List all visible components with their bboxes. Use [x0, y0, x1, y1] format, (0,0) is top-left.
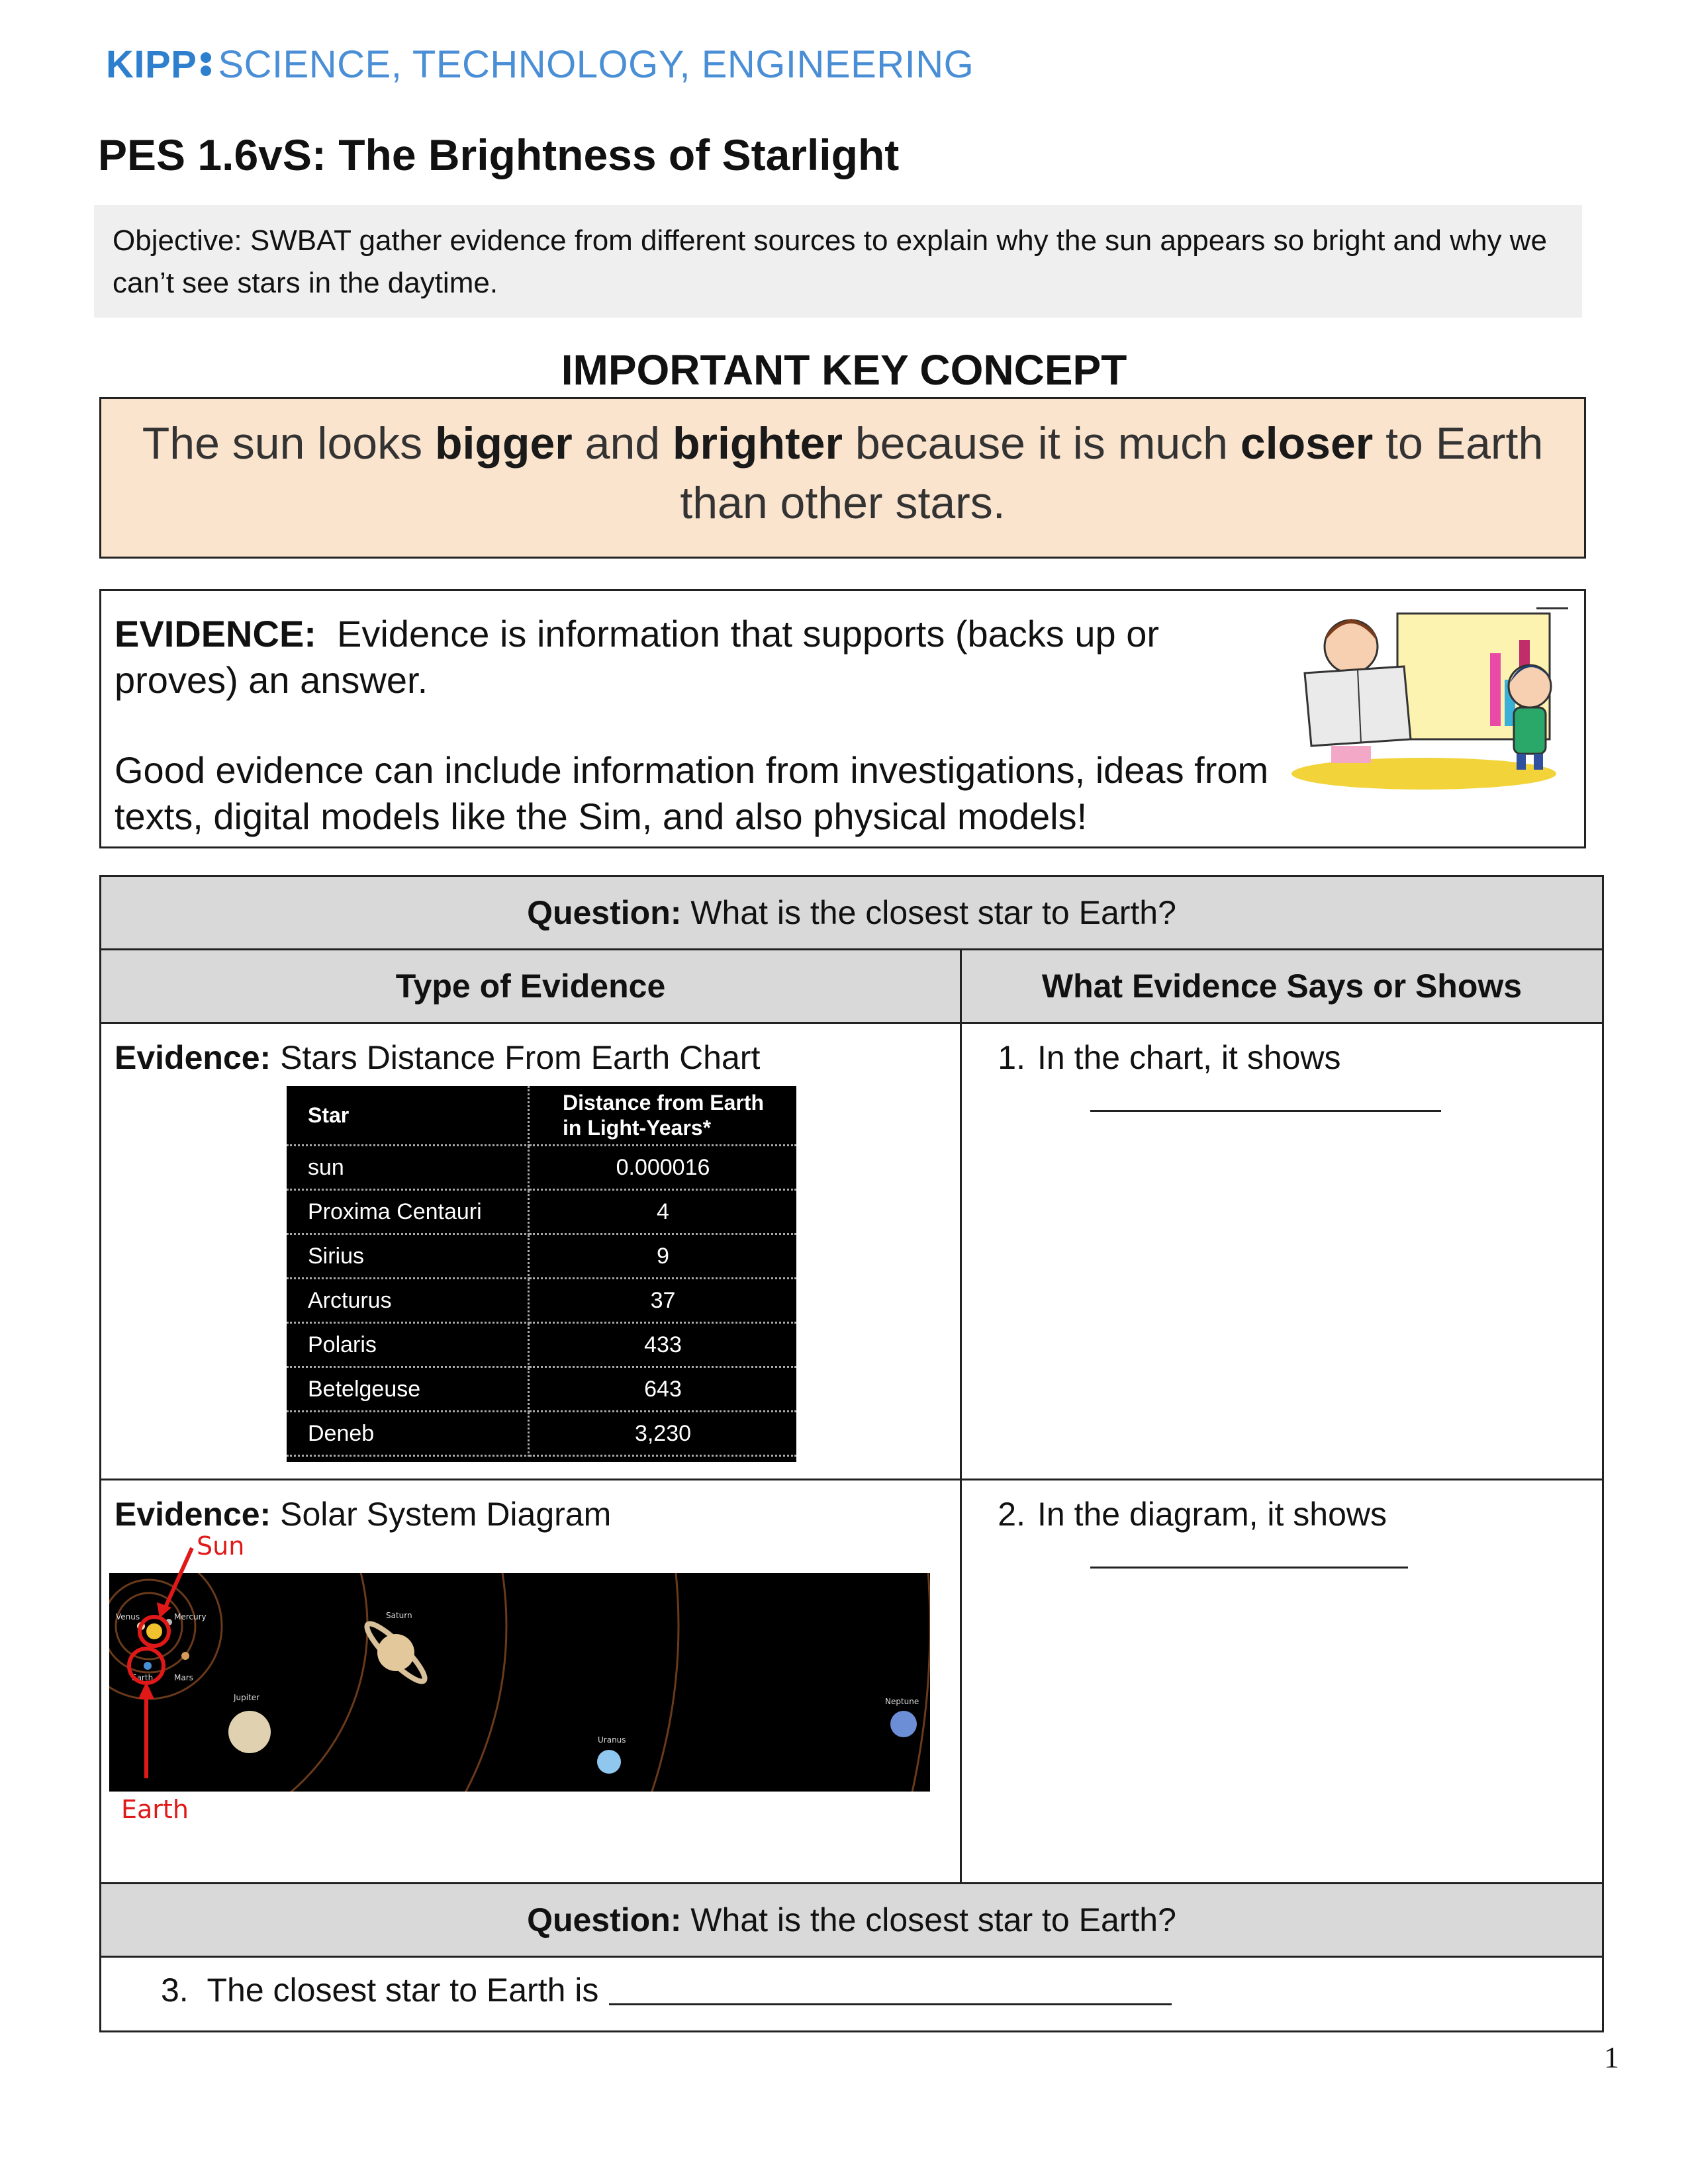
evidence-diagram-title: Solar System Diagram — [271, 1496, 612, 1533]
evidence-def-text: Evidence is information that supports (backs up or proves) an answer. — [115, 613, 1170, 701]
kids-reading-newspaper-illustration — [1291, 600, 1570, 792]
evidence-def-label: EVIDENCE: — [115, 613, 316, 655]
answer-number: 2. — [998, 1496, 1025, 1533]
chart-star-name: Sirius — [287, 1234, 529, 1279]
chart-star-distance: 9 — [529, 1234, 797, 1279]
evidence-label: Evidence: — [115, 1496, 271, 1533]
planet-label: Mars — [174, 1673, 193, 1682]
column-header-type: Type of Evidence — [101, 950, 961, 1023]
answer-blank-2[interactable] — [1090, 1543, 1408, 1569]
kc-bold: bigger — [434, 418, 573, 469]
evidence-diagram-cell — [101, 1480, 961, 1884]
evidence-chart-title: Stars Distance From Earth Chart — [271, 1039, 761, 1076]
chart-row — [287, 1323, 796, 1367]
planet-label: Venus — [116, 1612, 140, 1621]
chart-row — [287, 1190, 796, 1234]
chart-star-distance: 3,230 — [529, 1412, 797, 1456]
kc-text: because it is much — [842, 418, 1241, 469]
question-label: Question: — [527, 894, 682, 931]
question-label: Question: — [527, 1901, 682, 1938]
planet-label: Neptune — [885, 1697, 919, 1706]
chart-star-distance: 37 — [529, 1279, 797, 1323]
answer-cell-1 — [961, 1023, 1603, 1480]
final-answer-row — [101, 1957, 1603, 2032]
page-title: PES 1.6vS: The Brightness of Starlight — [98, 130, 900, 179]
planet-label: Earth — [132, 1673, 154, 1682]
planet-label: Uranus — [598, 1735, 626, 1745]
sun-label: Sun — [197, 1533, 245, 1561]
kc-text: The sun looks — [142, 418, 435, 469]
planet-label: Mercury — [174, 1612, 207, 1621]
jupiter-planet — [228, 1711, 271, 1753]
chart-star-name: Arcturus — [287, 1279, 529, 1323]
chart-row — [287, 1146, 796, 1190]
chart-star-name: Betelgeuse — [287, 1367, 529, 1412]
answer-prompt-2: In the diagram, it shows — [1037, 1496, 1387, 1533]
brand-logo — [106, 42, 974, 87]
brand-dots-icon — [199, 47, 214, 80]
planet-label: Saturn — [386, 1611, 412, 1620]
evidence-chart-cell — [101, 1023, 961, 1480]
answer-number: 1. — [998, 1039, 1025, 1076]
brand-subtitle: SCIENCE, TECHNOLOGY, ENGINEERING — [218, 43, 974, 86]
page-number: 1 — [1604, 2040, 1619, 2074]
question-text: What is the closest star to Earth? — [681, 894, 1176, 931]
chart-row — [287, 1234, 796, 1279]
evidence-label: Evidence: — [115, 1039, 271, 1076]
chart-header-star: Star — [287, 1086, 529, 1146]
kc-text: and — [572, 418, 673, 469]
solar-system-diagram — [109, 1533, 930, 1825]
answer-prompt-1: In the chart, it shows — [1037, 1039, 1341, 1076]
question-footer — [101, 1884, 1603, 1957]
earth-label: Earth — [121, 1795, 189, 1824]
uranus-planet — [597, 1750, 621, 1774]
kc-text: to Earth than other stars. — [680, 418, 1544, 528]
saturn-planet — [377, 1634, 414, 1671]
question-text: What is the closest star to Earth? — [681, 1901, 1176, 1938]
chart-star-distance: 643 — [529, 1367, 797, 1412]
key-concept-box — [99, 397, 1586, 559]
column-header-says: What Evidence Says or Shows — [961, 950, 1603, 1023]
chart-star-name: Proxima Centauri — [287, 1190, 529, 1234]
chart-header-distance: Distance from Earth in Light-Years* — [529, 1086, 797, 1146]
chart-star-distance: 433 — [529, 1323, 797, 1367]
answer-number: 3. — [161, 1972, 189, 2009]
star-distance-chart — [287, 1086, 796, 1462]
neptune-planet — [890, 1711, 917, 1737]
planet-label: Jupiter — [234, 1693, 260, 1702]
answer-cell-2 — [961, 1480, 1603, 1884]
brand-kipp: KIPP — [106, 43, 197, 86]
kc-bold: brighter — [673, 418, 843, 469]
answer-blank-3[interactable] — [609, 1974, 1172, 2005]
chart-row — [287, 1279, 796, 1323]
question-header — [101, 876, 1603, 950]
answer-prompt-3: The closest star to Earth is — [207, 1972, 599, 2009]
chart-star-name: sun — [287, 1146, 529, 1190]
chart-row — [287, 1367, 796, 1412]
key-concept-heading: IMPORTANT KEY CONCEPT — [561, 346, 1127, 394]
chart-star-name: Deneb — [287, 1412, 529, 1456]
diagram-background — [109, 1573, 930, 1792]
chart-row — [287, 1412, 796, 1456]
sun-planet — [146, 1623, 162, 1639]
mars-planet — [181, 1652, 189, 1660]
evidence-def-para-2: Good evidence can include information from investigations, ideas from texts, digital models like the Sim, and also physical models! — [115, 749, 1269, 837]
chart-star-name: Polaris — [287, 1323, 529, 1367]
kc-bold: closer — [1240, 418, 1374, 469]
objective-box: Objective: SWBAT gather evidence from different sources to explain why the sun appears so bright and why we can’t see stars in the daytime. — [94, 205, 1582, 318]
evidence-def-para-1 — [115, 611, 1293, 704]
chart-star-distance: 0.000016 — [529, 1146, 797, 1190]
earth-planet — [144, 1662, 152, 1670]
chart-star-distance: 4 — [529, 1190, 797, 1234]
evidence-table — [99, 875, 1604, 2032]
answer-blank-1[interactable] — [1090, 1086, 1441, 1112]
evidence-definition-box — [99, 589, 1586, 848]
